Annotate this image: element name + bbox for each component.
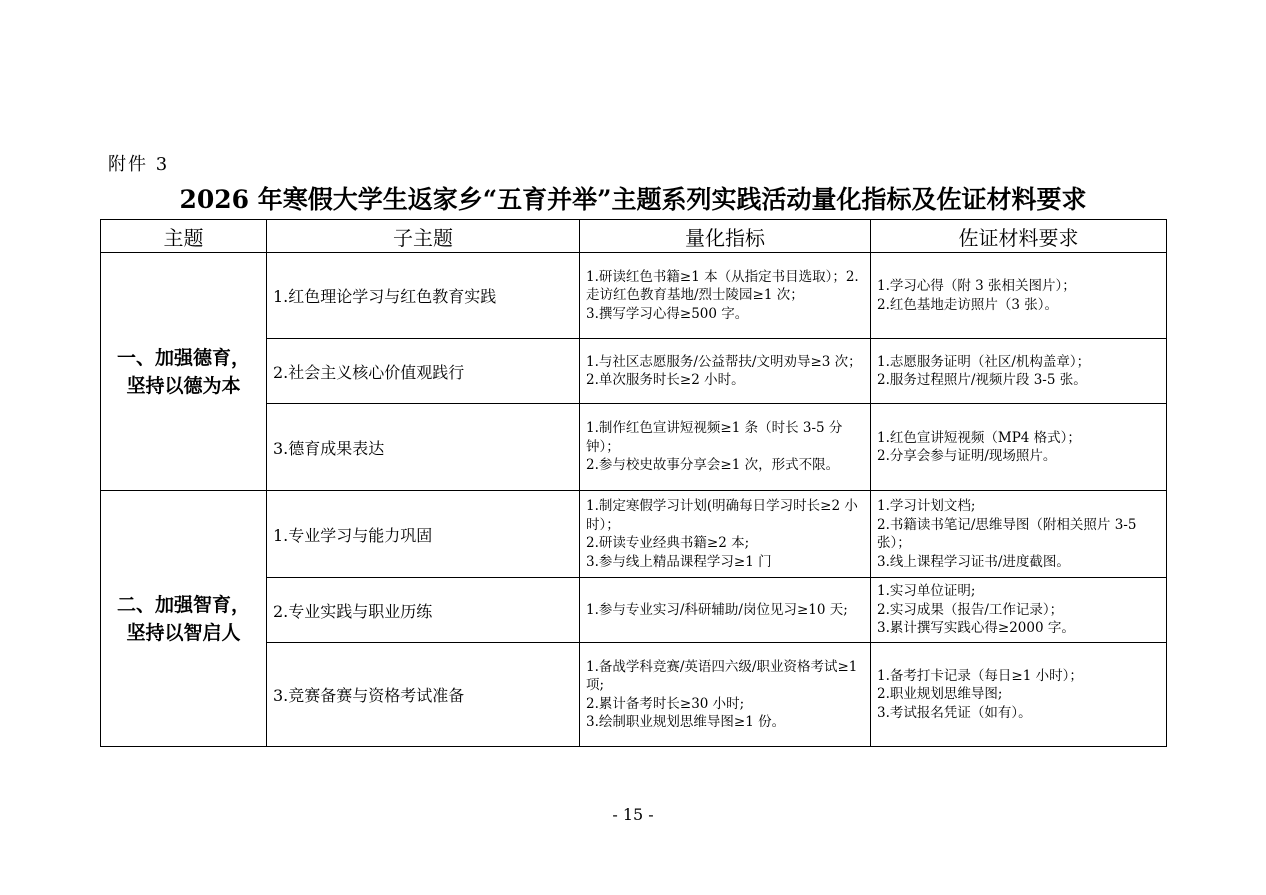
table-header-row	[101, 220, 1167, 253]
indicator-cell	[580, 253, 871, 339]
evidence-line: 2.服务过程照片/视频片段 3-5 张。	[877, 372, 1087, 388]
header-evidence: 佐证材料要求	[871, 220, 1167, 253]
header-indicators: 量化指标	[580, 220, 871, 253]
header-subtheme: 子主题	[267, 220, 580, 253]
subtheme-cell: 3.竞赛备赛与资格考试准备	[267, 643, 580, 747]
page-number: - 15 -	[612, 805, 654, 824]
indicator-table	[100, 219, 1167, 747]
indicator-line: 1.制作红色宣讲短视频≥1 条（时长 3-5 分钟）；	[586, 420, 843, 455]
evidence-line: 1.备考打卡记录（每日≥1 小时）；	[877, 667, 1083, 684]
indicator-line: 2.累计备考时长≥30 小时;	[586, 695, 745, 712]
indicator-cell	[580, 643, 871, 747]
header-theme: 主题	[101, 220, 267, 253]
evidence-cell	[871, 339, 1167, 404]
indicator-line: 1.参与专业实习/科研辅助/岗位见习≥10 天;	[586, 601, 848, 618]
subtheme-cell: 3.德育成果表达	[267, 404, 580, 491]
evidence-line: 2.实习成果（报告/工作记录）；	[877, 601, 1064, 618]
evidence-line: 2.红色基地走访照片（3 张）。	[877, 296, 1059, 313]
evidence-line: 2.职业规划思维导图;	[877, 686, 1003, 703]
evidence-line: 1.志愿服务证明（社区/机构盖章）；	[877, 353, 1091, 370]
evidence-line: 1.学习计划文档;	[877, 498, 976, 514]
table-row	[101, 253, 1167, 339]
evidence-cell	[871, 253, 1167, 339]
evidence-line: 3.线上课程学习证书/进度截图。	[877, 553, 1070, 570]
indicator-line: 3.绘制职业规划思维导图≥1 份。	[586, 714, 786, 730]
evidence-cell	[871, 578, 1167, 643]
evidence-line: 2.分享会参与证明/现场照片。	[877, 448, 1057, 464]
indicator-line: 3.撰写学习心得≥500 字。	[586, 305, 749, 322]
theme-line: 坚持以智启人	[126, 621, 241, 644]
subtheme-cell: 1.专业学习与能力巩固	[267, 491, 580, 578]
evidence-line: 1.学习心得（附 3 张相关图片）；	[877, 278, 1076, 294]
theme-cell-intellectual	[101, 491, 267, 747]
evidence-line: 3.累计撰写实践心得≥2000 字。	[877, 620, 1075, 637]
indicator-line: 1.与社区志愿服务/公益帮扶/文明劝导≥3 次；	[586, 353, 862, 370]
subtheme-cell: 1.红色理论学习与红色教育实践	[267, 253, 580, 339]
indicator-line: 3.参与线上精品课程学习≥1 门	[586, 553, 772, 570]
indicator-line: 2.单次服务时长≥2 小时。	[586, 372, 745, 388]
indicator-line: 1.制定寒假学习计划(明确每日学习时长≥2 小时）；	[586, 498, 858, 533]
indicator-cell	[580, 491, 871, 578]
indicator-cell	[580, 404, 871, 491]
evidence-line: 1.实习单位证明;	[877, 583, 976, 600]
theme-line: 坚持以德为本	[126, 374, 241, 397]
evidence-cell	[871, 491, 1167, 578]
page-title: 2026 年寒假大学生返家乡“五育并举”主题系列实践活动量化指标及佐证材料要求	[179, 185, 1087, 214]
indicator-line: 1.备战学科竞赛/英语四六级/职业资格考试≥1 项;	[586, 658, 858, 693]
table-row	[101, 491, 1167, 578]
evidence-line: 3.考试报名凭证（如有）。	[877, 704, 1032, 721]
theme-cell-moral	[101, 253, 267, 491]
indicator-line: 1.研读红色书籍≥1 本（从指定书目选取）；2.走访红色教育基地/烈士陵园≥1 次；	[586, 268, 859, 304]
subtheme-cell: 2.专业实践与职业历练	[267, 578, 580, 643]
indicator-line: 2.研读专业经典书籍≥2 本;	[586, 535, 750, 551]
indicator-cell	[580, 339, 871, 404]
evidence-line: 1.红色宣讲短视频（MP4 格式）；	[877, 429, 1081, 446]
theme-line: 二、加强智育，	[116, 593, 250, 616]
indicator-line: 2.参与校史故事分享会≥1 次，形式不限。	[586, 457, 840, 474]
evidence-cell	[871, 404, 1167, 491]
evidence-line: 2.书籍读书笔记/思维导图（附相关照片 3-5 张）；	[877, 516, 1137, 551]
attachment-label: 附件 3	[108, 154, 170, 175]
theme-line: 一、加强德育，	[116, 346, 250, 369]
subtheme-cell: 2.社会主义核心价值观践行	[267, 339, 580, 404]
evidence-cell	[871, 643, 1167, 747]
indicator-cell	[580, 578, 871, 643]
